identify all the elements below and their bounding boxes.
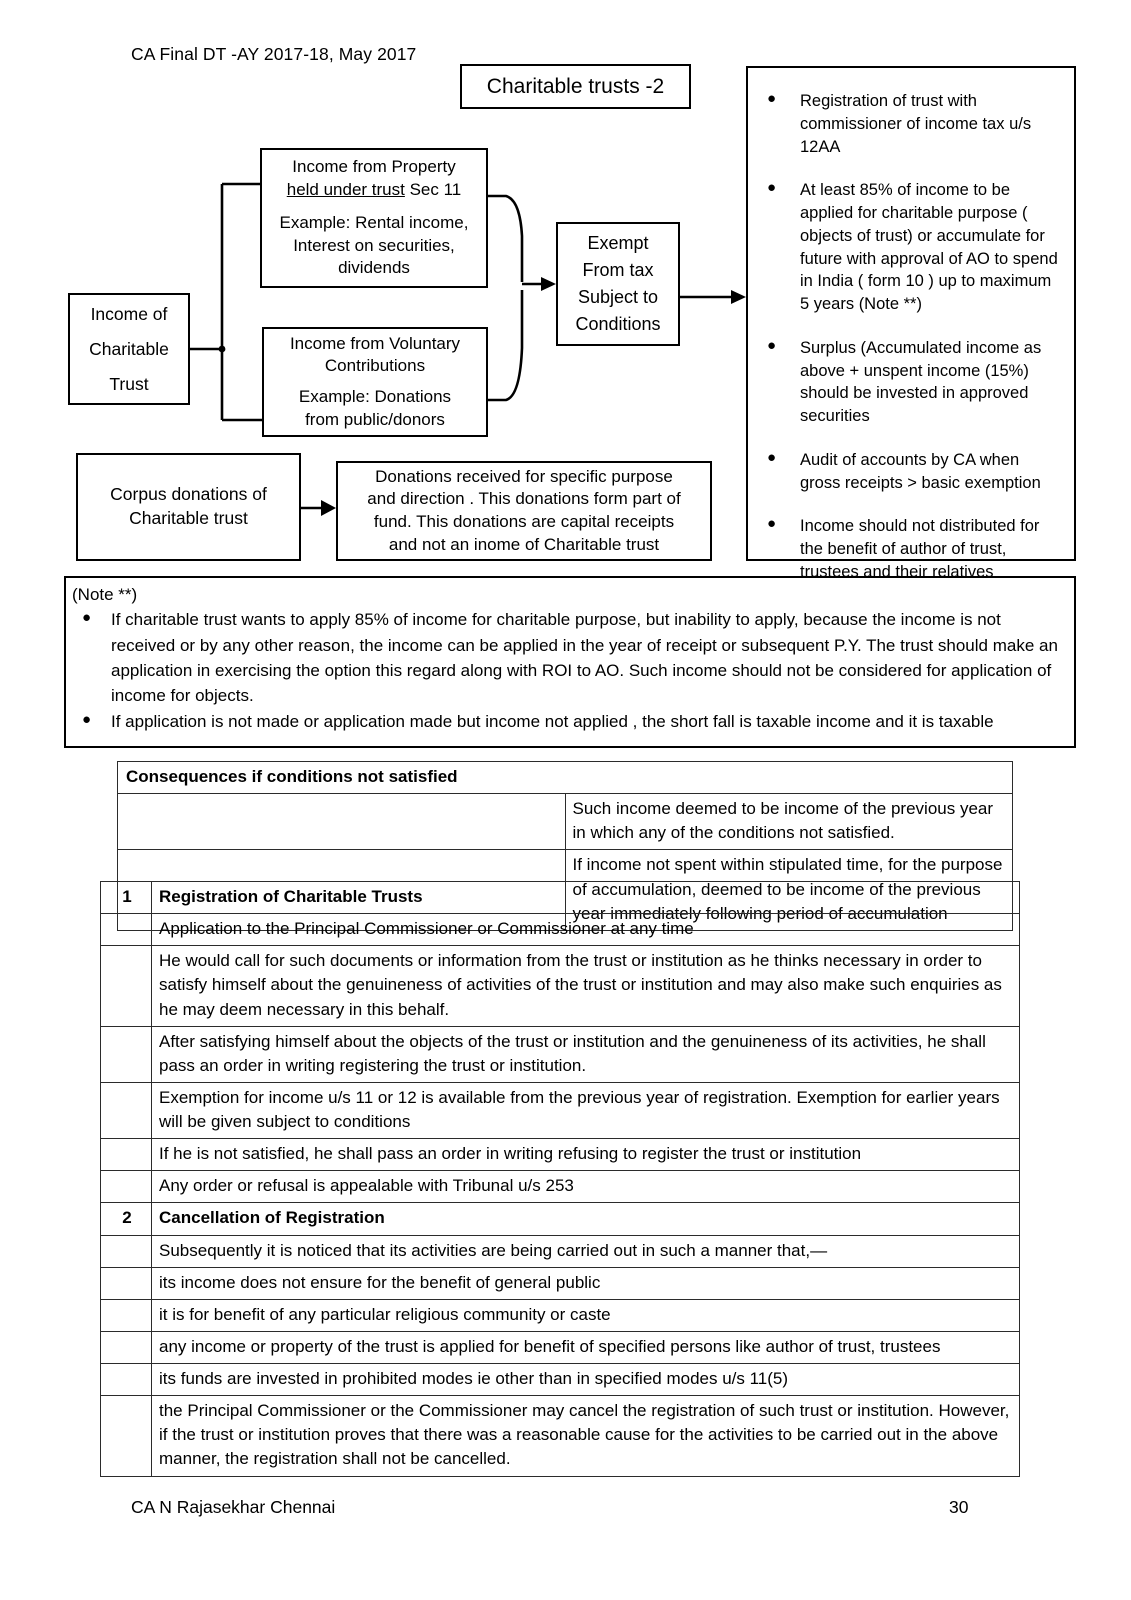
property-heading-rest: Sec 11 xyxy=(404,179,462,199)
flow-box-corpus-donations-detail xyxy=(336,461,712,561)
section-row-text: its income does not ensure for the benefit of general public xyxy=(152,1267,1020,1299)
section-row-text: Any order or refusal is appealable with Tribunal u/s 253 xyxy=(152,1171,1020,1203)
condition-text: Surplus (Accumulated income as above + unspent income (15%) should be invested in approved securities xyxy=(800,338,1042,426)
income-trust-line3: Trust xyxy=(109,373,149,394)
condition-text: Registration of trust with commissioner of income tax u/s 12AA xyxy=(800,92,1032,156)
table-row xyxy=(118,794,1013,850)
bullet-icon: ● xyxy=(767,448,777,466)
section-row-text: Subsequently it is noticed that its activities are being carried out in such a manner that,— xyxy=(152,1235,1020,1267)
course-header: CA Final DT -AY 2017-18, May 2017 xyxy=(131,44,417,64)
table-row xyxy=(101,1082,1020,1138)
section-row-text: the Principal Commissioner or the Commissioner may cancel the registration of such trust or institution. However, if the trust or institution proves that there was a reasonable cause for the activities to be carried out in the above manner, the registration shall not be cancelled. xyxy=(152,1396,1020,1476)
table-row xyxy=(101,1267,1020,1299)
corpus-detail-line2: and direction . This donations form part of xyxy=(367,489,681,509)
row-number-cell xyxy=(101,1331,152,1363)
row-number-cell xyxy=(101,1026,152,1082)
section-title: Cancellation of Registration xyxy=(152,1203,1020,1235)
table-row xyxy=(101,1235,1020,1267)
list-item xyxy=(756,449,1064,495)
exempt-line1: Exempt xyxy=(587,233,649,253)
footer-author: CA N Rajasekhar Chennai xyxy=(131,1497,336,1517)
section-number: 2 xyxy=(101,1203,152,1235)
voluntary-heading-line1: Income from Voluntary xyxy=(289,334,461,353)
table-row xyxy=(101,1026,1020,1082)
exempt-line3: Subject to xyxy=(577,287,659,307)
table-row xyxy=(101,1299,1020,1331)
row-number-cell xyxy=(101,1171,152,1203)
income-trust-line1: Income of xyxy=(90,303,168,324)
section-row-text: any income or property of the trust is applied for benefit of specified persons like author of trust, trustees xyxy=(152,1331,1020,1363)
row-number-cell xyxy=(101,1364,152,1396)
section-row-text: Application to the Principal Commissioner or Commissioner at any time xyxy=(152,914,1020,946)
footer-page-number: 30 xyxy=(949,1497,969,1517)
section-title: Registration of Charitable Trusts xyxy=(152,882,1020,914)
flow-box-income-from-property xyxy=(260,148,488,288)
property-example-line2: Interest on securities, xyxy=(293,235,455,255)
bullet-icon: ● xyxy=(767,179,777,197)
voluntary-heading-line2: Contributions xyxy=(324,356,426,376)
list-item xyxy=(756,90,1064,158)
note-text: If application is not made or application made but income not applied , the short fall is taxable income and it is taxable xyxy=(111,711,994,731)
registration-cancellation-table xyxy=(100,881,1020,1477)
bullet-icon: ● xyxy=(767,90,777,107)
table-row xyxy=(101,946,1020,1026)
row-number-cell xyxy=(101,1396,152,1476)
conditions-list xyxy=(756,90,1064,584)
exempt-line2: From tax xyxy=(582,260,654,280)
note-text: If charitable trust wants to apply 85% of income for charitable purpose, but inability to apply, because the income is not received or by any other reason, the income can be applied in the year of receipt or subsequent P.Y. The trust should make an application in exercising the option this regard along with ROI to AO. Such income should not be considered for application of income for objects. xyxy=(111,610,1058,706)
flow-box-exempt-from-tax xyxy=(556,222,680,346)
section-row-text: its funds are invested in prohibited modes ie other than in specified modes u/s 11(5) xyxy=(152,1364,1020,1396)
property-example-line3: dividends xyxy=(338,258,410,278)
section-row-text: it is for benefit of any particular religious community or caste xyxy=(152,1299,1020,1331)
section-row-text: Exemption for income u/s 11 or 12 is available from the previous year of registration. Exemption for earlier years will be given subject to conditions xyxy=(152,1082,1020,1138)
property-example-line1: Example: Rental income, xyxy=(279,213,469,233)
table-row xyxy=(118,762,1013,794)
voluntary-example-line1: Example: Donations xyxy=(298,387,452,407)
table-row xyxy=(101,1139,1020,1171)
row-number-cell xyxy=(101,914,152,946)
table-row xyxy=(101,1171,1020,1203)
property-heading-b xyxy=(287,179,462,201)
bullet-icon: ● xyxy=(82,609,92,627)
consequences-row-text: If income not spent within stipulated time, for the purpose of accumulation, deemed to be income of the previous year immediately following period of accumulation xyxy=(565,850,1013,930)
note-title: (Note **) xyxy=(72,585,138,604)
corpus-detail-line1: Donations received for specific purpose xyxy=(375,466,673,486)
table-row xyxy=(101,914,1020,946)
row-number-cell xyxy=(101,1082,152,1138)
note-box xyxy=(64,576,1076,748)
bullet-icon: ● xyxy=(767,336,777,354)
property-heading-underline: held under trust xyxy=(286,179,405,199)
section-row-text: After satisfying himself about the objects of the trust or institution and the genuineness of its activities, he shall pass an order in writing registering the trust or institution. xyxy=(152,1026,1020,1082)
flow-box-income-of-charitable-trust xyxy=(68,293,190,405)
list-item xyxy=(72,607,1066,708)
condition-text: At least 85% of income to be applied for charitable purpose ( objects of trust) or accumulate for future with approval of AO to spend in India ( form 10 ) up to maximum 5 years (Note **) xyxy=(800,181,1058,314)
flow-box-income-from-voluntary-contributions xyxy=(262,327,488,437)
flow-box-corpus-donations xyxy=(76,453,301,561)
bullet-icon: ● xyxy=(767,515,777,533)
list-item xyxy=(756,337,1064,428)
income-trust-line2: Charitable xyxy=(89,338,169,359)
table-row xyxy=(101,1203,1020,1235)
list-item xyxy=(756,515,1064,583)
note-list xyxy=(72,607,1066,734)
condition-text: Income should not distributed for the benefit of author of trust, trustees and their relatives xyxy=(800,517,1040,582)
exempt-line4: Conditions xyxy=(575,314,661,334)
consequences-heading: Consequences if conditions not satisfied xyxy=(118,762,1013,794)
row-number-cell xyxy=(101,1139,152,1171)
corpus-line2: Charitable trust xyxy=(129,508,248,528)
bullet-icon: ● xyxy=(82,710,92,728)
flow-box-conditions xyxy=(746,66,1076,582)
table-row xyxy=(101,1331,1020,1363)
row-number-cell xyxy=(101,1299,152,1331)
row-indent-cell xyxy=(118,794,566,850)
voluntary-example-line2: from public/donors xyxy=(305,409,445,429)
list-item xyxy=(756,179,1064,316)
row-number-cell xyxy=(101,1267,152,1299)
section-row-text: If he is not satisfied, he shall pass an order in writing refusing to register the trust or institution xyxy=(152,1139,1020,1171)
row-number-cell xyxy=(101,946,152,1026)
table-row xyxy=(101,1364,1020,1396)
corpus-line1: Corpus donations of xyxy=(110,484,267,505)
condition-text: Audit of accounts by CA when gross receipts > basic exemption xyxy=(800,450,1041,492)
consequences-row-text: Such income deemed to be income of the previous year in which any of the conditions not satisfied. xyxy=(565,794,1013,850)
property-heading-a: Income from Property xyxy=(292,157,456,177)
row-number-cell xyxy=(101,1235,152,1267)
corpus-detail-line3: fund. This donations are capital receipts xyxy=(373,512,675,531)
section-row-text: He would call for such documents or information from the trust or institution as he thinks necessary in order to satisfy himself about the genuineness of activities of the trust or institution and may also make such enquiries as he may deem necessary in this behalf. xyxy=(152,946,1020,1026)
list-item xyxy=(72,709,1066,734)
table-row xyxy=(101,1396,1020,1476)
page-title: Charitable trusts -2 xyxy=(486,74,665,98)
table-row xyxy=(101,882,1020,914)
corpus-detail-line4: and not an inome of Charitable trust xyxy=(388,534,660,554)
section-number: 1 xyxy=(101,882,152,914)
